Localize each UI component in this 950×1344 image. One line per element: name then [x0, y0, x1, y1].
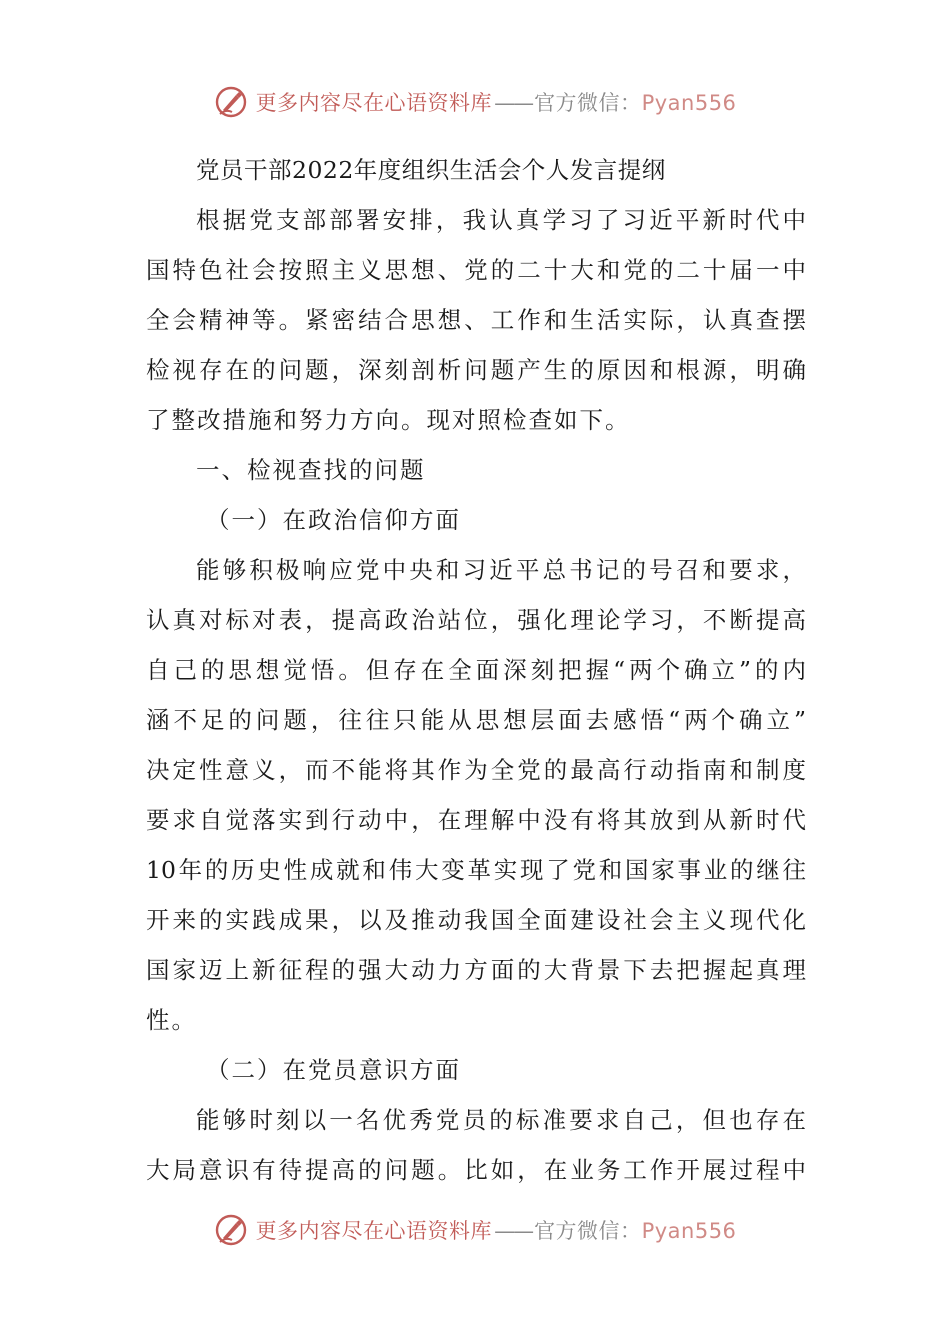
- watermark-dash: ——: [494, 91, 533, 115]
- watermark-dash: ——: [494, 1219, 533, 1243]
- document-title: 党员干部2022年度组织生活会个人发言提纲: [196, 156, 666, 184]
- paragraph-line: 自己的思想觉悟。但存在全面深刻把握“两个确立”的内: [146, 656, 806, 684]
- watermark-sub: 官方微信：: [534, 91, 642, 115]
- paragraph-line: 根据党支部部署安排，我认真学习了习近平新时代中: [196, 206, 806, 234]
- paragraph-line: 国特色社会按照主义思想、党的二十大和党的二十届一中: [146, 256, 806, 284]
- paragraph-line: 10年的历史性成就和伟大变革实现了党和国家事业的继往: [146, 856, 806, 884]
- paragraph-line: 检视存在的问题，深刻剖析问题产生的原因和根源，明确: [146, 356, 806, 384]
- paragraph-line: 认真对标对表，提高政治站位，强化理论学习，不断提高: [146, 606, 806, 634]
- watermark-id: Pyan556: [641, 1219, 737, 1243]
- watermark-main: 更多内容尽在心语资料库: [255, 1219, 493, 1243]
- watermark-sub: 官方微信：: [534, 1219, 642, 1243]
- watermark-text: [256, 87, 737, 117]
- paragraph-line: 开来的实践成果，以及推动我国全面建设社会主义现代化: [146, 906, 806, 934]
- subsection-heading: （二）在党员意识方面: [206, 1056, 461, 1084]
- pen-seal-icon: [214, 85, 248, 119]
- subsection-heading: （一）在政治信仰方面: [206, 506, 461, 534]
- paragraph-line: 能够积极响应党中央和习近平总书记的号召和要求，: [196, 556, 806, 584]
- paragraph-line: 能够时刻以一名优秀党员的标准要求自己，但也存在: [196, 1106, 806, 1134]
- section-heading: 一、检视查找的问题: [196, 456, 426, 484]
- paragraph-line: 要求自觉落实到行动中，在理解中没有将其放到从新时代: [146, 806, 806, 834]
- header-watermark: [0, 82, 950, 122]
- paragraph-line: 性。: [146, 1006, 197, 1034]
- paragraph-line: 涵不足的问题，往往只能从思想层面去感悟“两个确立”: [146, 706, 806, 734]
- pen-seal-icon: [214, 1213, 248, 1247]
- watermark-main: 更多内容尽在心语资料库: [255, 91, 493, 115]
- watermark-id: Pyan556: [641, 91, 737, 115]
- watermark-text: [256, 1215, 737, 1245]
- document-body: [146, 145, 806, 1195]
- footer-watermark: [0, 1210, 950, 1250]
- paragraph-line: 国家迈上新征程的强大动力方面的大背景下去把握起真理: [146, 956, 806, 984]
- paragraph-line: 决定性意义，而不能将其作为全党的最高行动指南和制度: [146, 756, 806, 784]
- paragraph-line: 了整改措施和努力方向。现对照检查如下。: [146, 406, 631, 434]
- paragraph-line: 全会精神等。紧密结合思想、工作和生活实际，认真查摆: [146, 306, 806, 334]
- paragraph-line: 大局意识有待提高的问题。比如，在业务工作开展过程中: [146, 1156, 806, 1184]
